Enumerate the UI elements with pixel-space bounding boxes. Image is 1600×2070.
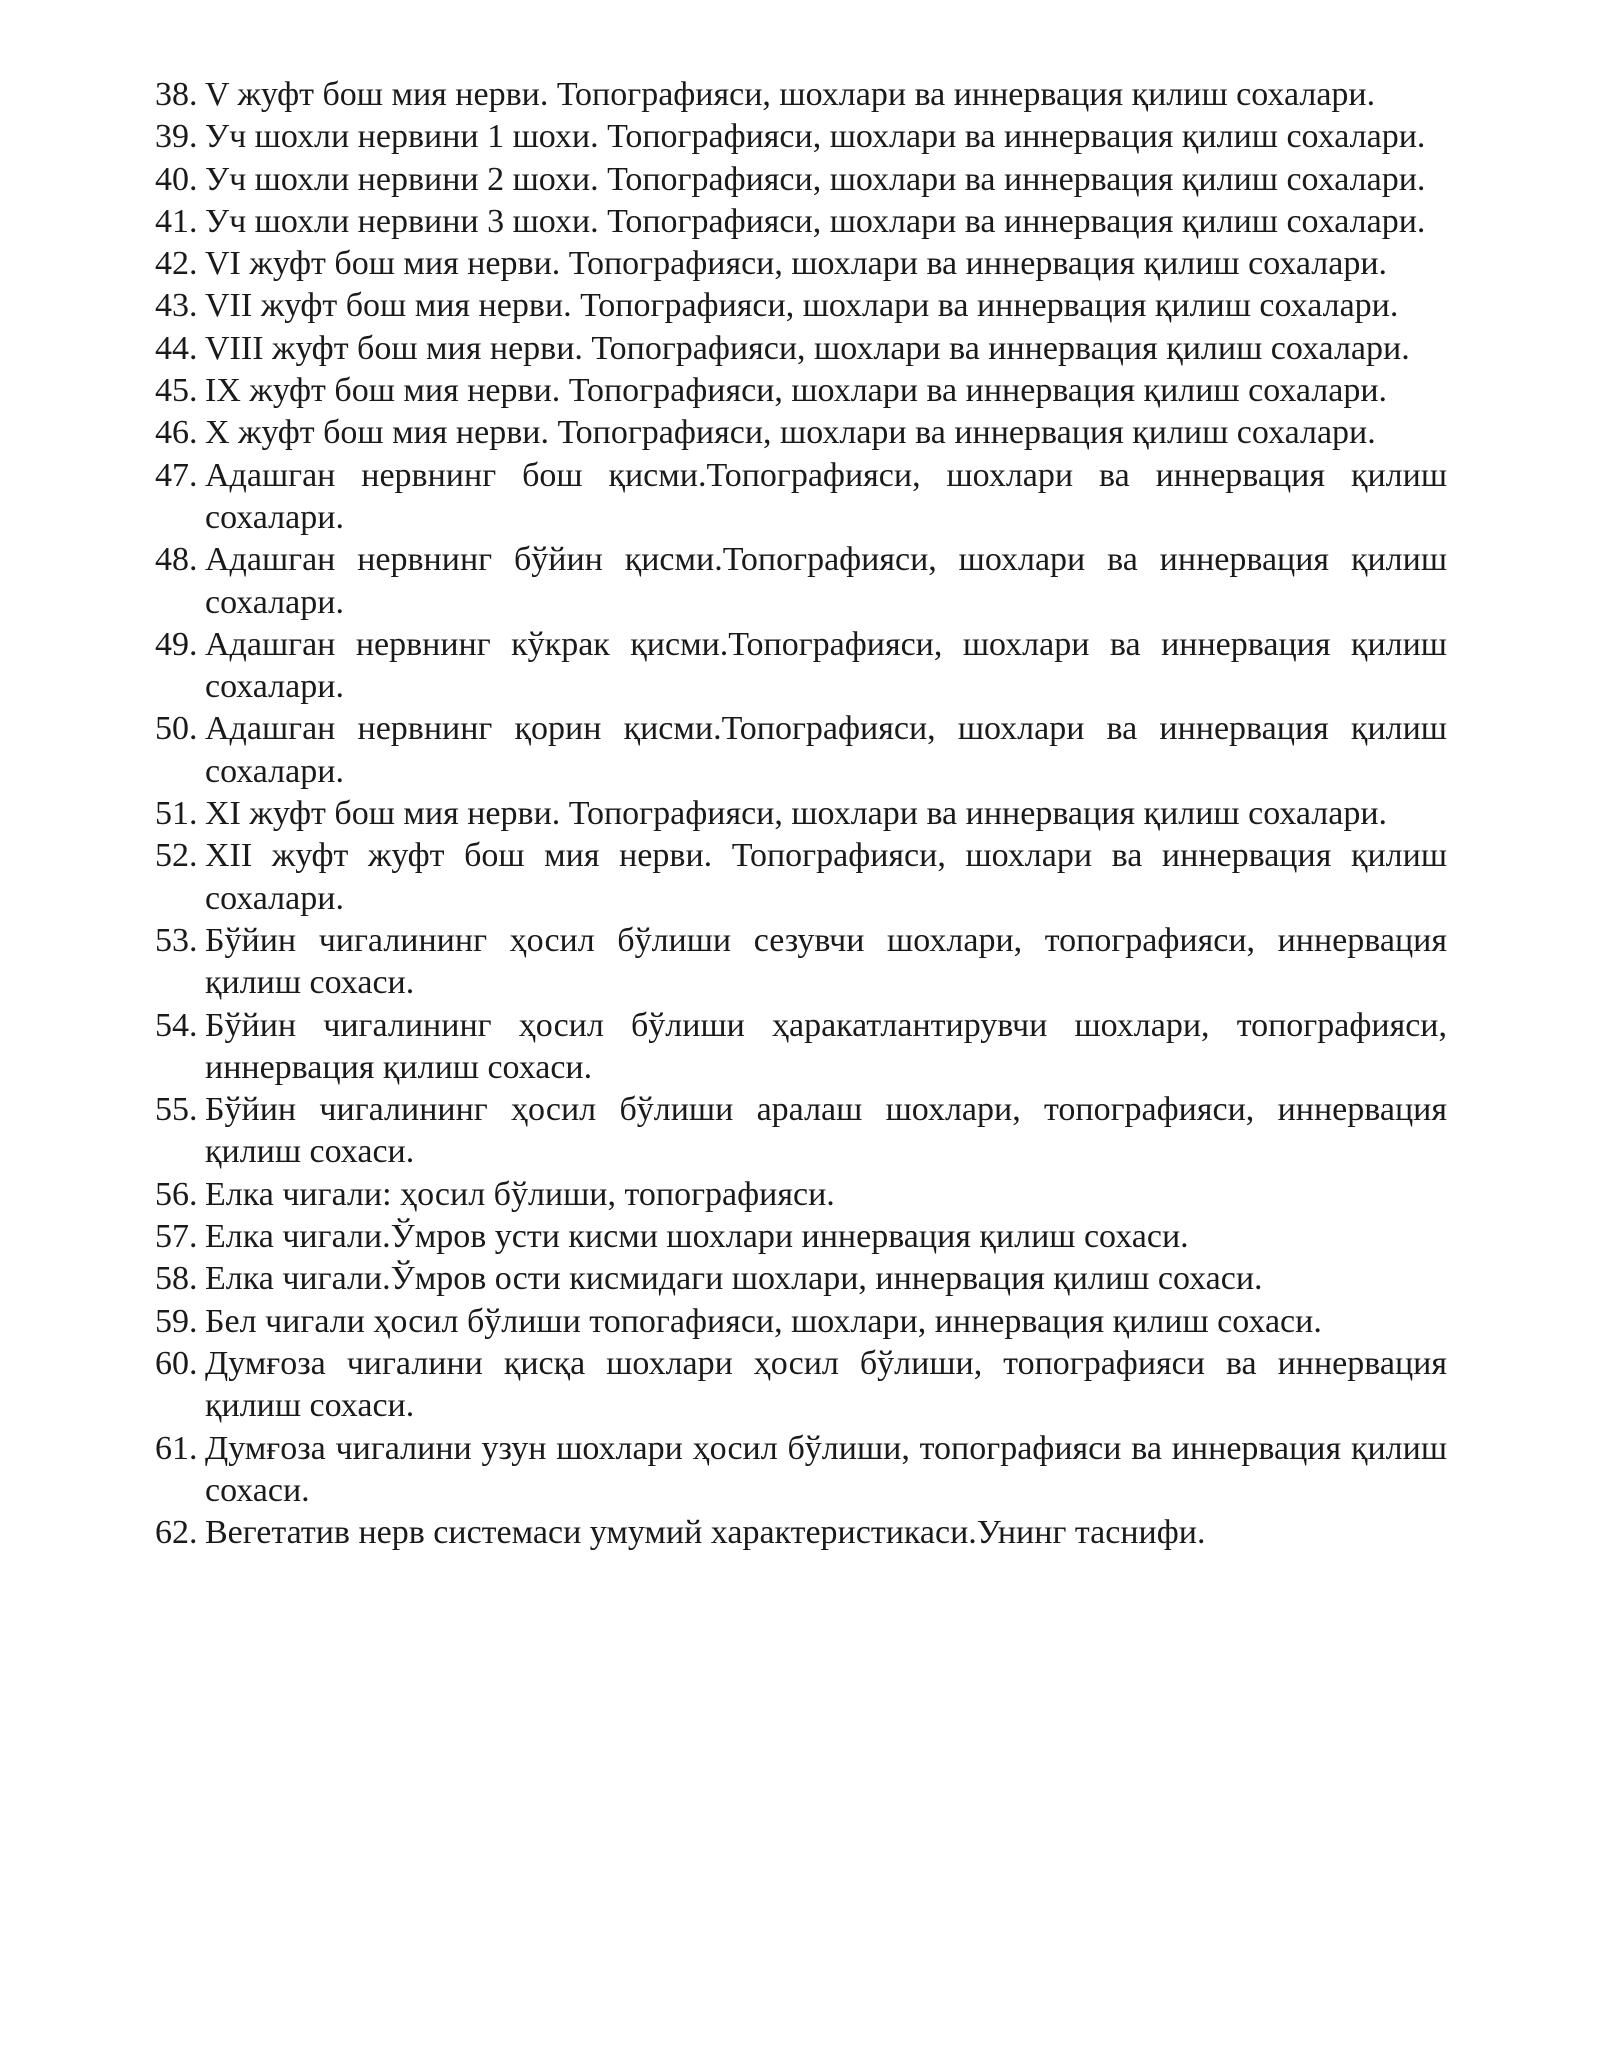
- list-item: [155, 243, 1447, 285]
- item-text: Уч шохли нервини 1 шохи. Топографияси, шохлари ва иннервация қилиш сохалари.: [205, 118, 1426, 156]
- item-number: 53.: [155, 921, 198, 959]
- list-item: [155, 201, 1447, 243]
- item-text: Адашган нервнинг қорин қисми.Топографияси, шохлари ва иннервация қилиш сохалари.: [205, 710, 1447, 790]
- item-number: 57.: [155, 1218, 198, 1256]
- list-item: [155, 370, 1447, 412]
- list-item: [155, 1428, 1447, 1513]
- item-number: 55.: [155, 1091, 198, 1129]
- item-text: Елка чигали: ҳосил бўлиши, топографияси.: [205, 1175, 835, 1213]
- item-number: 50.: [155, 710, 198, 748]
- item-number: 45.: [155, 372, 198, 410]
- item-number: 48.: [155, 541, 198, 579]
- list-item: [155, 1089, 1447, 1174]
- list-item: [155, 539, 1447, 624]
- list-item: [155, 1174, 1447, 1216]
- item-text: XII жуфт жуфт бош мия нерви. Топографияси, шохлари ва иннервация қилиш сохалари.: [205, 837, 1447, 917]
- item-number: 42.: [155, 245, 198, 283]
- item-text: VII жуфт бош мия нерви. Топографияси, шохлари ва иннервация қилиш сохалари.: [205, 287, 1399, 325]
- item-number: 46.: [155, 414, 198, 452]
- item-text: Адашган нервнинг бош қисми.Топографияси, шохлари ва иннервация қилиш сохалари.: [205, 456, 1447, 536]
- item-text: Адашган нервнинг бўйин қисми.Топографияси, шохлари ва иннервация қилиш сохалари.: [205, 541, 1447, 621]
- list-item: [155, 116, 1447, 158]
- question-list: [155, 74, 1447, 1554]
- list-item: [155, 1258, 1447, 1300]
- item-number: 52.: [155, 837, 198, 875]
- item-text: Думғоза чигалини узун шохлари ҳосил бўлиши, топографияси ва иннервация қилиш сохаси.: [205, 1429, 1447, 1509]
- item-number: 47.: [155, 456, 198, 494]
- item-number: 62.: [155, 1514, 198, 1552]
- item-number: 49.: [155, 625, 198, 663]
- list-item: [155, 1216, 1447, 1258]
- item-text: Бўйин чигалининг ҳосил бўлиши сезувчи шохлари, топографияси, иннервация қилиш сохаси.: [205, 921, 1447, 1002]
- item-number: 38.: [155, 76, 198, 113]
- item-number: 39.: [155, 118, 198, 156]
- list-item: [155, 74, 1447, 116]
- item-number: 44.: [155, 329, 198, 367]
- list-item: [155, 1301, 1447, 1343]
- item-number: 54.: [155, 1006, 198, 1044]
- list-item: [155, 328, 1447, 370]
- item-text: IX жуфт бош мия нерви. Топографияси, шохлари ва иннервация қилиш сохалари.: [205, 372, 1388, 410]
- item-number: 43.: [155, 287, 198, 325]
- item-text: Бўйин чигалининг ҳосил бўлиши аралаш шохлари, топографияси, иннервация қилиш сохаси.: [205, 1091, 1447, 1171]
- item-number: 58.: [155, 1260, 198, 1298]
- item-text: Елка чигали.Ўмров усти кисми шохлари иннервация қилиш сохаси.: [205, 1218, 1189, 1256]
- item-text: Бўйин чигалининг ҳосил бўлиши ҳаракатлантирувчи шохлари, топографияси, иннервация қилиш сохаси.: [205, 1006, 1447, 1086]
- item-text: VI жуфт бош мия нерви. Топографияси, шохлари ва иннервация қилиш сохалари.: [205, 245, 1388, 283]
- item-number: 59.: [155, 1302, 198, 1340]
- list-item: [155, 1005, 1447, 1090]
- list-item: [155, 835, 1447, 920]
- list-item: [155, 1512, 1447, 1554]
- item-text: Уч шохли нервини 3 шохи. Топографияси, шохлари ва иннервация қилиш сохалари.: [205, 202, 1426, 240]
- item-text: Уч шохли нервини 2 шохи. Топографияси, шохлари ва иннервация қилиш сохалари.: [205, 160, 1426, 198]
- list-item: [155, 793, 1447, 835]
- item-text: V жуфт бош мия нерви. Топографияси, шохлари ва иннервация қилиш сохалари.: [205, 76, 1376, 113]
- item-text: Бел чигали ҳосил бўлиши топогафияси, шохлари, иннервация қилиш сохаси.: [205, 1302, 1322, 1340]
- list-item: [155, 920, 1447, 1005]
- item-text: VIII жуфт бош мия нерви. Топографияси, шохлари ва иннервация қилиш сохалари.: [205, 329, 1410, 367]
- item-number: 40.: [155, 160, 198, 198]
- item-number: 56.: [155, 1175, 198, 1213]
- list-item: [155, 412, 1447, 454]
- item-number: 60.: [155, 1344, 198, 1382]
- item-text: X жуфт бош мия нерви. Топографияси, шохлари ва иннервация қилиш сохалари.: [205, 414, 1376, 452]
- item-text: XI жуфт бош мия нерви. Топографияси, шохлари ва иннервация қилиш сохалари.: [205, 795, 1388, 833]
- item-text: Думғоза чигалини қисқа шохлари ҳосил бўлиши, топографияси ва иннервация қилиш сохаси.: [205, 1344, 1447, 1425]
- list-item: [155, 1343, 1447, 1428]
- list-item: [155, 285, 1447, 327]
- item-text: Вегетатив нерв системаси умумий характеристикаси.Унинг таснифи.: [205, 1514, 1206, 1552]
- item-text: Адашган нервнинг кўкрак қисми.Топографияси, шохлари ва иннервация қилиш сохалари.: [205, 625, 1447, 706]
- item-text: Елка чигали.Ўмров ости кисмидаги шохлари, иннервация қилиш сохаси.: [205, 1260, 1263, 1298]
- list-item: [155, 624, 1447, 709]
- item-number: 41.: [155, 202, 198, 240]
- list-item: [155, 455, 1447, 540]
- item-number: 51.: [155, 795, 198, 833]
- item-number: 61.: [155, 1429, 198, 1467]
- list-item: [155, 708, 1447, 793]
- list-item: [155, 159, 1447, 201]
